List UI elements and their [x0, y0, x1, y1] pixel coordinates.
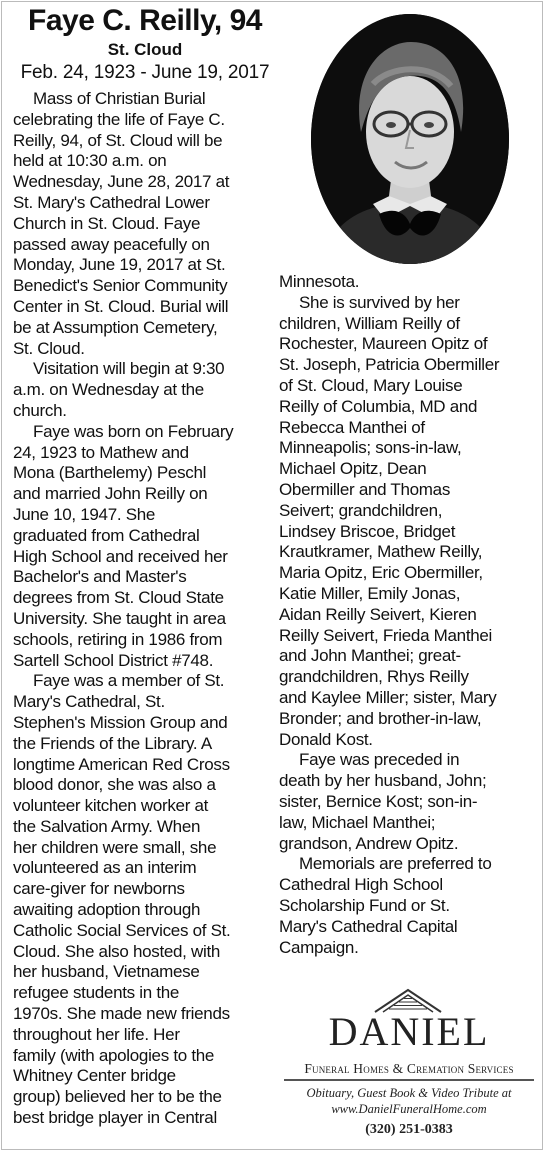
obituary-line: grandchildren, Rhys Reilly: [279, 667, 469, 687]
obituary-line: Mary's Cathedral, St.: [13, 692, 165, 712]
obituary-line: blood donor, she was also a: [13, 775, 216, 795]
obituary-line: Lindsey Briscoe, Bridget: [279, 521, 456, 541]
obituary-line: longtime American Red Cross: [13, 754, 230, 774]
obituary-line: awaiting adoption through: [13, 900, 201, 920]
obituary-line: Catholic Social Services of St.: [13, 920, 231, 940]
obituary-line: Minnesota.: [279, 272, 360, 291]
portrait-illustration: [311, 14, 509, 264]
obituary-line: and Kaylee Miller; sister, Mary: [279, 687, 497, 707]
obituary-line: held at 10:30 a.m. on: [13, 151, 167, 171]
obituary-line: Cloud. She also hosted, with: [13, 941, 221, 961]
obituary-line: grandson, Andrew Opitz.: [279, 833, 459, 853]
obituary-line: passed away peacefully on: [13, 234, 210, 254]
obituary-line: 24, 1923 to Mathew and: [13, 442, 189, 462]
obituary-line: group) believed her to be the: [13, 1087, 222, 1107]
obituary-line: Memorials are preferred to: [299, 854, 492, 874]
funeral-home-tagline: Obituary, Guest Book & Video Tribute at: [306, 1086, 512, 1100]
obituary-line: St. Joseph, Patricia Obermiller: [279, 355, 500, 375]
obituary-line: Rochester, Maureen Opitz of: [279, 334, 488, 354]
obituary-line: throughout her life. Her: [13, 1024, 180, 1044]
obituary-line: 1970s. She made new friends: [13, 1004, 230, 1024]
obituary-line: Maria Opitz, Eric Obermiller,: [279, 563, 483, 583]
obituary-line: High School and received her: [13, 546, 228, 566]
obituary-dates: Feb. 24, 1923 - June 19, 2017: [20, 62, 270, 83]
obituary-line: and John Manthei; great-: [279, 646, 461, 666]
obituary-line: Campaign.: [279, 937, 359, 957]
obituary-line: volunteer kitchen worker at: [13, 796, 209, 816]
obituary-line: Krautkramer, Mathew Reilly,: [279, 542, 483, 562]
obituary-line: Reilly Seivert, Frieda Manthei: [279, 625, 493, 645]
obituary-line: a.m. on Wednesday at the: [13, 380, 204, 400]
obituary-line: Wednesday, June 28, 2017 at: [13, 172, 230, 192]
obituary-body-left: [13, 89, 275, 1129]
obituary-line: Stephen's Mission Group and: [13, 712, 228, 732]
obituary-line: Monday, June 19, 2017 at St.: [13, 255, 226, 275]
obituary-line: refugee students in the: [13, 983, 180, 1003]
obituary-line: Minneapolis; sons-in-law,: [279, 438, 462, 458]
funeral-home-url[interactable]: www.DanielFuneralHome.com: [331, 1102, 487, 1116]
obituary-line: Center in St. Cloud. Burial will: [13, 296, 229, 316]
obituary-line: Aidan Reilly Seivert, Kieren: [279, 604, 477, 624]
obituary-line: celebrating the life of Faye C.: [13, 109, 225, 129]
obituary-line: University. She taught in area: [13, 608, 226, 628]
obituary-line: Obermiller and Thomas: [279, 479, 451, 499]
obituary-line: Rebecca Manthei of: [279, 417, 425, 437]
obituary-line: Mary's Cathedral Capital: [279, 916, 458, 936]
funeral-home-name: DANIEL: [328, 1009, 490, 1054]
obituary-line: children, William Reilly of: [279, 313, 460, 333]
obituary-line: her husband, Vietnamese: [13, 962, 200, 982]
obituary-line: Church in St. Cloud. Faye: [13, 213, 201, 233]
obituary-name-heading: Faye C. Reilly, 94: [28, 4, 262, 37]
obituary-line: Scholarship Fund or St.: [279, 895, 450, 915]
obituary-line: Faye was a member of St.: [33, 671, 225, 691]
obituary-line: Donald Kost.: [279, 729, 373, 749]
obituary-line: St. Cloud.: [13, 338, 85, 358]
obituary-line: be at Assumption Cemetery,: [13, 317, 218, 337]
obituary-line: Whitney Center bridge: [13, 1066, 176, 1086]
obituary-line: of St. Cloud, Mary Louise: [279, 375, 463, 395]
obituary-line: her children were small, she: [13, 837, 217, 857]
obituary-line: sister, Bernice Kost; son-in-: [279, 791, 478, 811]
obituary-line: Faye was born on February: [33, 421, 234, 441]
obituary-line: Reilly of Columbia, MD and: [279, 396, 478, 416]
obituary-line: Benedict's Senior Community: [13, 276, 228, 296]
obituary-line: church.: [13, 400, 67, 420]
obituary-line: care-giver for newborns: [13, 879, 185, 899]
obituary-line: the Salvation Army. When: [13, 816, 201, 836]
portrait-photo: [311, 14, 509, 264]
obituary-line: Visitation will begin at 9:30: [33, 359, 225, 379]
obituary-line: Michael Opitz, Dean: [279, 459, 427, 479]
obituary-line: Reilly, 94, of St. Cloud will be: [13, 130, 223, 150]
obituary-line: the Friends of the Library. A: [13, 733, 212, 753]
obituary-line: Mona (Barthelemy) Peschl: [13, 463, 207, 483]
obituary-line: best bridge player in Central: [13, 1108, 217, 1128]
obituary-line: graduated from Cathedral: [13, 525, 200, 545]
obituary-line: volunteered as an interim: [13, 858, 197, 878]
obituary-line: degrees from St. Cloud State: [13, 588, 224, 608]
obituary-line: family (with apologies to the: [13, 1045, 215, 1065]
funeral-home-phone: (320) 251-0383: [365, 1122, 453, 1137]
logo-divider: [284, 1079, 534, 1081]
obituary-line: Seivert; grandchildren,: [279, 500, 443, 520]
obituary-line: law, Michael Manthei;: [279, 812, 436, 832]
obituary-line: Mass of Christian Burial: [33, 89, 206, 108]
funeral-home-subtitle: Funeral Homes & Cremation Services: [304, 1061, 514, 1076]
obituary-line: Katie Miller, Emily Jonas,: [279, 583, 461, 603]
obituary-city: St. Cloud: [107, 40, 183, 59]
obituary-line: death by her husband, John;: [279, 771, 487, 791]
obituary-line: schools, retiring in 1986 from: [13, 629, 223, 649]
obituary-line: Bronder; and brother-in-law,: [279, 708, 482, 728]
obituary-line: Sartell School District #748.: [13, 650, 214, 670]
obituary-line: She is survived by her: [299, 292, 460, 312]
obituary-line: and married John Reilly on: [13, 484, 208, 504]
obituary-line: June 10, 1947. She: [13, 504, 156, 524]
obituary-body-right: [279, 272, 541, 958]
obituary-line: Cathedral High School: [279, 875, 443, 895]
funeral-home-logo: [276, 988, 542, 1148]
obituary-line: Faye was preceded in: [299, 750, 460, 770]
obituary-line: St. Mary's Cathedral Lower: [13, 192, 210, 212]
obituary-line: Bachelor's and Master's: [13, 567, 187, 587]
